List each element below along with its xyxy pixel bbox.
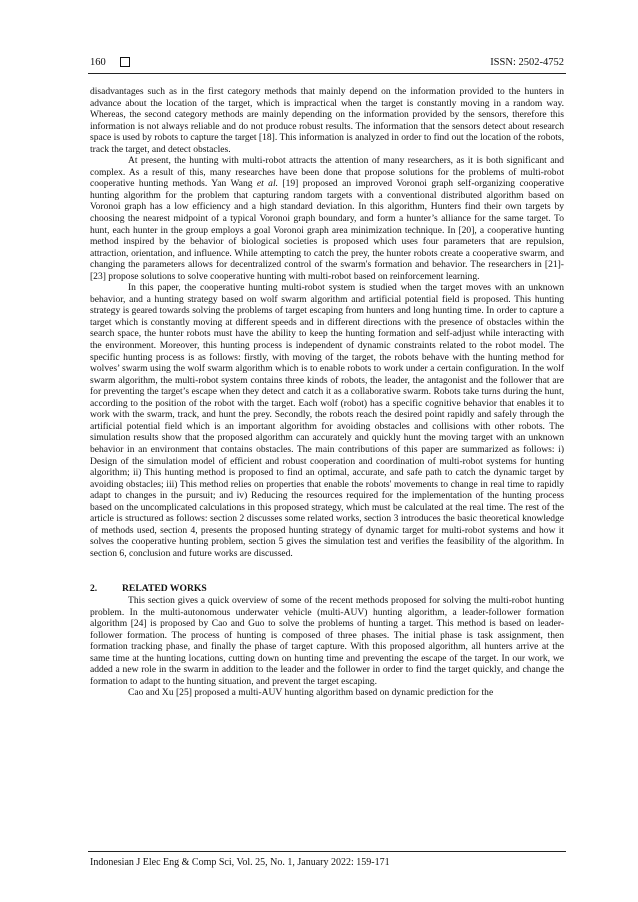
section-heading	[90, 583, 564, 595]
running-header	[90, 54, 564, 70]
page-number: 160	[90, 56, 106, 68]
checkbox-square-icon	[120, 57, 130, 67]
paragraph: disadvantages such as in the first category methods that mainly depend on the information provided to the hunters in advance about the location of the target, which is impractical when the target is constantly moving in a random way. Whereas, the second category methods are mainly depending on the information provided by the sensors, therefore this information is not always reliable and do not produce robust results. The information that the sensors detect about research space is used by robots to capture the target [18]. This information is analyzed in order to find out the location of the robots, track the target, and detect obstacles.	[90, 86, 564, 155]
paragraph: In this paper, the cooperative hunting multi-robot system is studied when the target moves with an unknown behavior, and a hunting strategy based on wolf swarm algorithm and artificial potential field is proposed. This hunting strategy is geared towards solving the problems of target escaping from hunters and long hunting time. In order to capture a target which is constantly moving at different speeds and in different directions with the presence of obstacles within the search space, the hunter robots must have the ability to keep the hunting formation and self-adjust while interacting with the environment. Moreover, this hunting process is independent of dynamic constraints related to the robot model. The specific hunting process is as follows: firstly, with moving of the target, the robots behave with the hunting method for wolves’ swarm using the wolf swarm algorithm which is to enable robots to work under a certain configuration. In the wolf swarm algorithm, the multi-robot system contains three kinds of robots, the leader, the antagonist and the follower that are for preventing the target’s escape when they detect and catch it as a collaborative swarm. Robots take turns during the hunt, according to the position of the robot with the target. Each wolf (robot) has a specific cognitive behavior that enables it to work with the swarm, track, and hunt the prey. Secondly, the robots reach the desired point rapidly and safely through the artificial potential field which is an important algorithm for avoiding obstacles and collisions with other robots. The simulation results show that the proposed algorithm can accurately and quickly hunt the moving target with an unknown behavior in an environment that contains obstacles. The main contributions of this paper are summarized as follows: i) Design of the simulation model of efficient and robust cooperation and coordination of multi-robot systems for hunting algorithm; ii) This hunting method is proposed to find an optimal, accurate, and safe path to catch the dynamic target by avoiding obstacles; iii) This method relies on properties that enable the robots' movements to change in real time to rapidly adapt to changes in the pursuit; and iv) Reducing the resources required for the implementation of the hunting process based on the uncomplicated calculations in this proposed strategy, which must be calculated at the real time. The rest of the article is structured as follows: section 2 discusses some related works, section 3 introduces the basic theoretical knowledge of methods used, section 4, presents the proposed hunting strategy of dynamic target for multi-robot systems and how it solves the cooperative hunting problem, section 5 gives the simulation test and verifies the feasibility of the algorithm. In section 6, conclusion and future works are discussed.	[90, 282, 564, 559]
footer-rule	[88, 851, 566, 852]
article-body	[90, 86, 564, 699]
paragraph: This section gives a quick overview of some of the recent methods proposed for solving the multi-robot hunting problem. In the multi-autonomous underwater vehicle (multi-AUV) hunting algorithm, a leader-follower formation algorithm [24] is proposed by Cao and Guo to solve the problems of hunting a target. This method is based on leader-follower formation. The process of hunting is composed of three phases. The initial phase is task assignment, then formation tracking phase, and finally the phase of target capture. With this proposed algorithm, all hunters arrive at the same time at the hunting locations, cutting down on hunting time and preventing the escape of the target. In our work, we added a new role in the swarm in addition to the leader and the follower in order to find the target quickly, and change the formation to adapt to the hunting situation, and prevent the target escaping.	[90, 594, 564, 687]
paragraph: Cao and Xu [25] proposed a multi-AUV hunting algorithm based on dynamic prediction for the	[128, 687, 494, 699]
issn-label: ISSN: 2502-4752	[490, 56, 564, 68]
paragraph: At present, the hunting with multi-robot attracts the attention of many researchers, as it is both significant and complex. As a result of this, many researches have been done that propose solutions for the problems of multi-robot cooperative hunting methods. Yan Wang et al. [19] proposed an improved Voronoi graph self-organizing cooperative hunting algorithm for the problem that capturing random targets with a conventional distributed algorithm based on Voronoi graph has a low efficiency and a high standard deviation. In this algorithm, Hunters find their own targets by choosing the nearest midpoint of a typical Voronoi graph boundary, and form a hunter’s alliance for the same target. To hunt, each hunter in the group employs a goal Voronoi graph area minimization technique. In [20], a cooperative hunting method inspired by the behavior of biological societies is proposed which uses four parameters that are repulsion, attraction, orientation, and influence. While attempting to catch the prey, the hunter robots create a cooperative swarm, and changing the parameters allows for decentralized control of the swarm's formation and behavior. The researchers in [21]-[23] propose solutions to solve cooperative hunting with multi-robot based on reinforcement learning.	[90, 155, 564, 282]
journal-citation: Indonesian J Elec Eng & Comp Sci, Vol. 25, No. 1, January 2022: 159-171	[90, 857, 390, 868]
section-title: RELATED WORKS	[122, 583, 207, 595]
section-number: 2.	[90, 583, 98, 595]
header-rule	[88, 73, 566, 74]
